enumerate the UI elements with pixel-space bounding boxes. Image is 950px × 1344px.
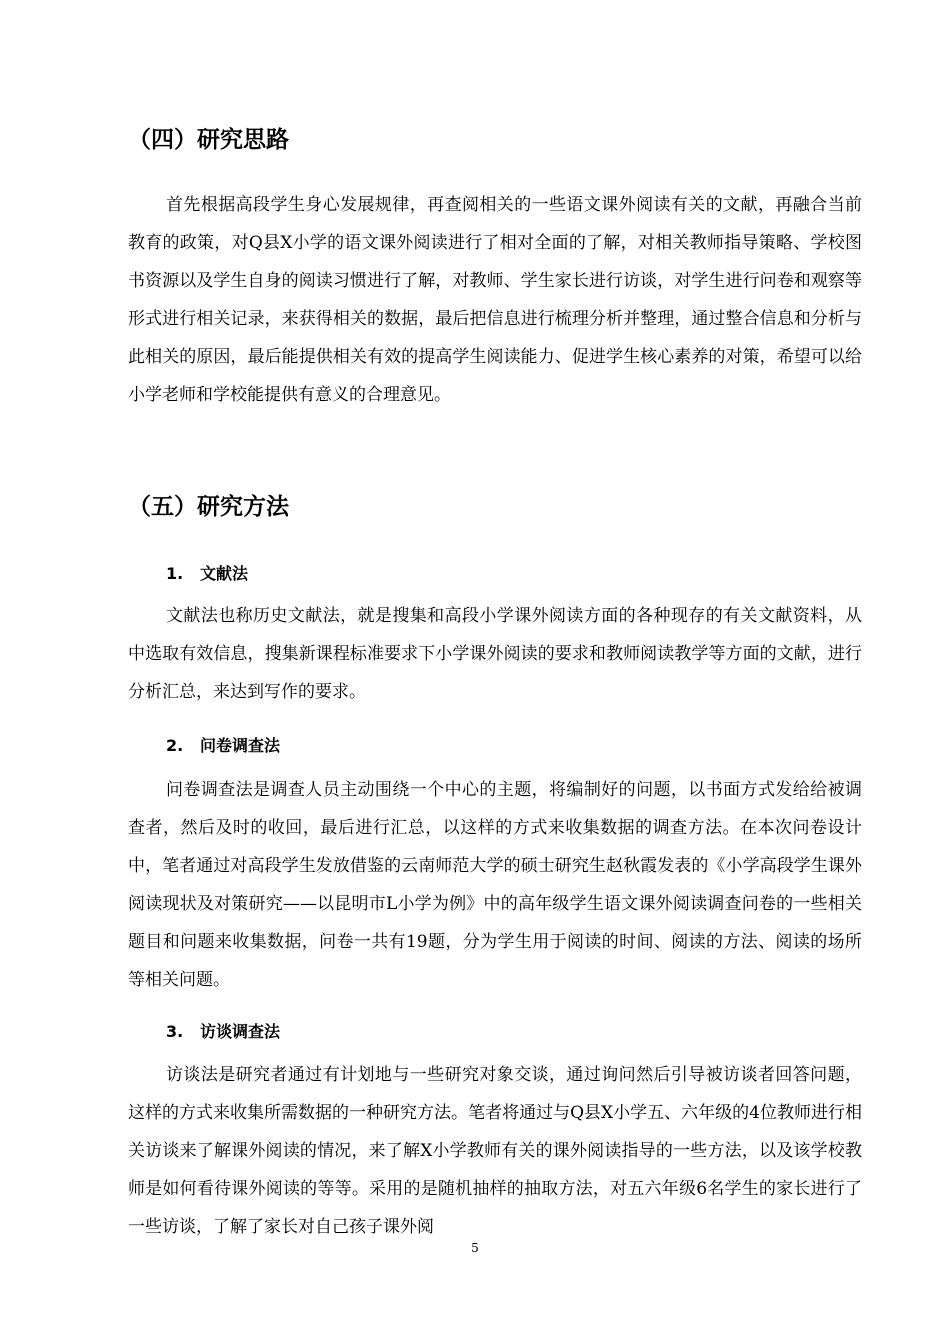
subsection-title: 访谈调查法 [200,1022,281,1041]
paragraph-research-approach: 首先根据高段学生身心发展规律，再查阅相关的一些语文课外阅读有关的文献，再融合当前教育的政策，对Q县X小学的语文课外阅读进行了相对全面的了解，对相关教师指导策略、学校图书资源以及学生自身的阅读习惯进行了解，对教师、学生家长进行访谈，对学生进行问卷和观察等形式进行相关记录，来获得相关的数据，最后把信息进行梳理分析并整理，通过整合信息和分析与此相关的原因，最后能提供相关有效的提高学生阅读能力、促进学生核心素养的对策，希望可以给小学老师和学校能提供有意义的合理意见。 [128,195,862,405]
subsection-number: 3. [166,1022,184,1041]
paragraph-literature-method: 文献法也称历史文献法，就是搜集和高段小学课外阅读方面的各种现存的有关文献资料，从中选取有效信息，搜集新课程标准要求下小学课外阅读的要求和教师阅读教学等方面的文献，进行分析汇总，来达到写作的要求。 [128,606,862,702]
page-number: 5 [471,1241,479,1255]
subsection-title: 问卷调查法 [200,736,281,755]
subsection-title: 文献法 [200,564,249,583]
subsection-number: 1. [166,564,184,583]
subsection-heading-interview [166,1021,280,1043]
paragraph-interview-method: 访谈法是研究者通过有计划地与一些研究对象交谈，通过询问然后引导被访谈者回答问题，这样的方式来收集所需数据的一种研究方法。笔者将通过与Q县X小学五、六年级的4位教师进行相关访谈来了解课外阅读的情况，来了解X小学教师有关的课外阅读指导的一些方法，以及该学校教师是如何看待课外阅读的等等。采用的是随机抽样的抽取方法，对五六年级6名学生的家长进行了一些访谈，了解了家长对自己孩子课外阅 [128,1065,862,1237]
section-heading-research-approach: （四）研究思路 [128,127,289,153]
subsection-number: 2. [166,736,184,755]
subsection-heading-literature [166,563,248,585]
subsection-heading-questionnaire [166,735,280,757]
paragraph-questionnaire-method: 问卷调查法是调查人员主动围绕一个中心的主题，将编制好的问题，以书面方式发给给被调查者，然后及时的收回，最后进行汇总，以这样的方式来收集数据的调查方法。在本次问卷设计中，笔者通过对高段学生发放借鉴的云南师范大学的硕士研究生赵秋霞发表的《小学高段学生课外阅读现状及对策研究——以昆明市L小学为例》中的高年级学生语文课外阅读调查问卷的一些相关题目和问题来收集数据，问卷一共有19题，分为学生用于阅读的时间、阅读的方法、阅读的场所等相关问题。 [128,780,862,990]
section-heading-research-methods: （五）研究方法 [128,494,289,520]
